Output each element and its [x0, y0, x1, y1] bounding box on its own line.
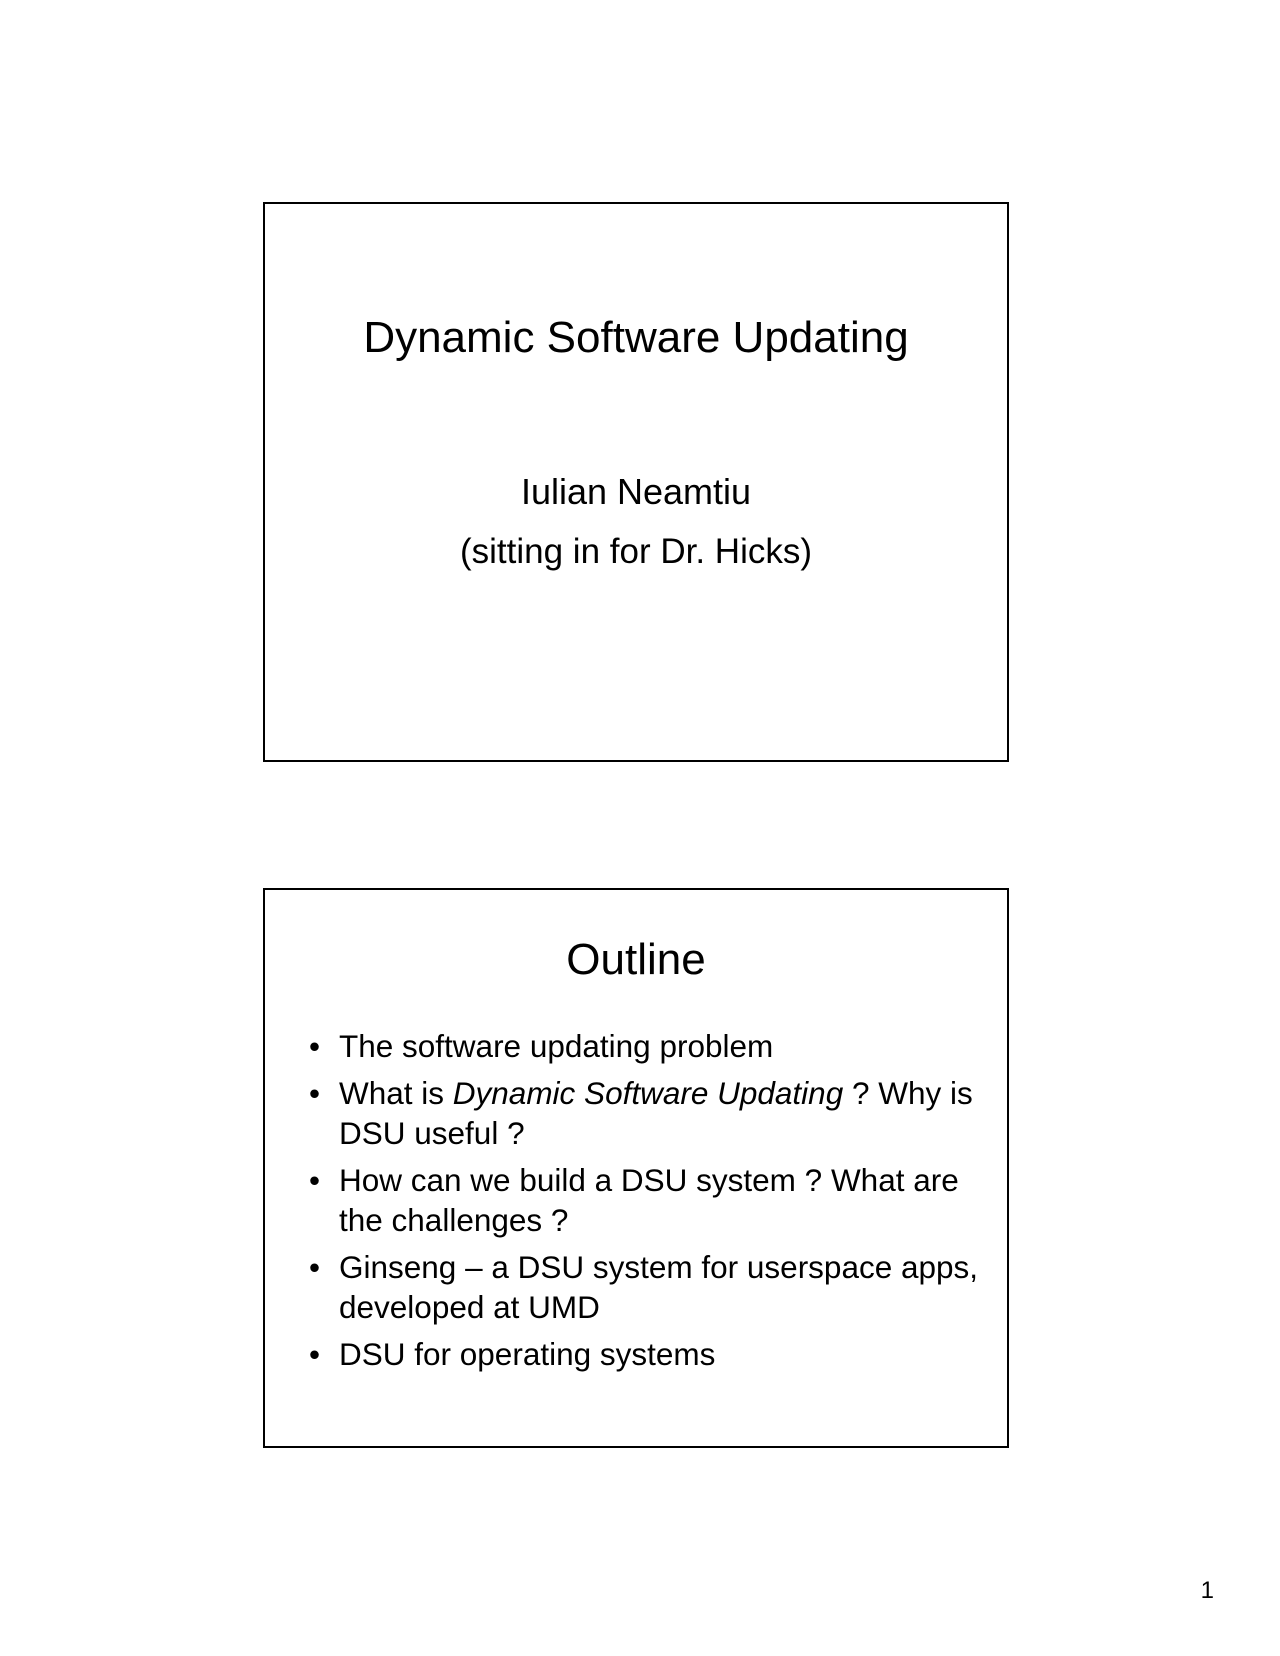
bullet-icon: • — [309, 1028, 321, 1064]
outline-bullet-list — [305, 1026, 987, 1381]
outline-bullet-item — [305, 1334, 987, 1374]
bullet-text: What is — [339, 1075, 453, 1111]
bullet-icon: • — [309, 1162, 321, 1198]
bullet-icon: • — [309, 1075, 321, 1111]
slide-author-note: (sitting in for Dr. Hicks) — [460, 532, 812, 571]
bullet-text: ? Why is DSU useful ? — [339, 1075, 973, 1151]
page-number: 1 — [1200, 1577, 1214, 1604]
bullet-icon: • — [309, 1249, 321, 1285]
slide-title: Dynamic Software Updating — [363, 313, 909, 362]
bullet-text: DSU for operating systems — [339, 1336, 716, 1372]
outline-bullet-item — [305, 1160, 987, 1240]
slide-2 — [263, 888, 1009, 1448]
bullet-text-italic: Dynamic Software Updating — [452, 1075, 844, 1111]
slide-title: Outline — [566, 935, 706, 984]
bullet-text: Ginseng – a DSU system for userspace apps, developed at UMD — [339, 1249, 979, 1325]
bullet-text: The software updating problem — [339, 1028, 774, 1064]
outline-bullet-item — [305, 1247, 987, 1327]
slide-author: Iulian Neamtiu — [520, 471, 752, 512]
slide-1 — [263, 202, 1009, 762]
outline-bullet-item — [305, 1073, 987, 1153]
outline-bullet-item — [305, 1026, 987, 1066]
bullet-icon: • — [309, 1336, 321, 1372]
bullet-text: How can we build a DSU system ? What are the challenges ? — [339, 1162, 959, 1238]
